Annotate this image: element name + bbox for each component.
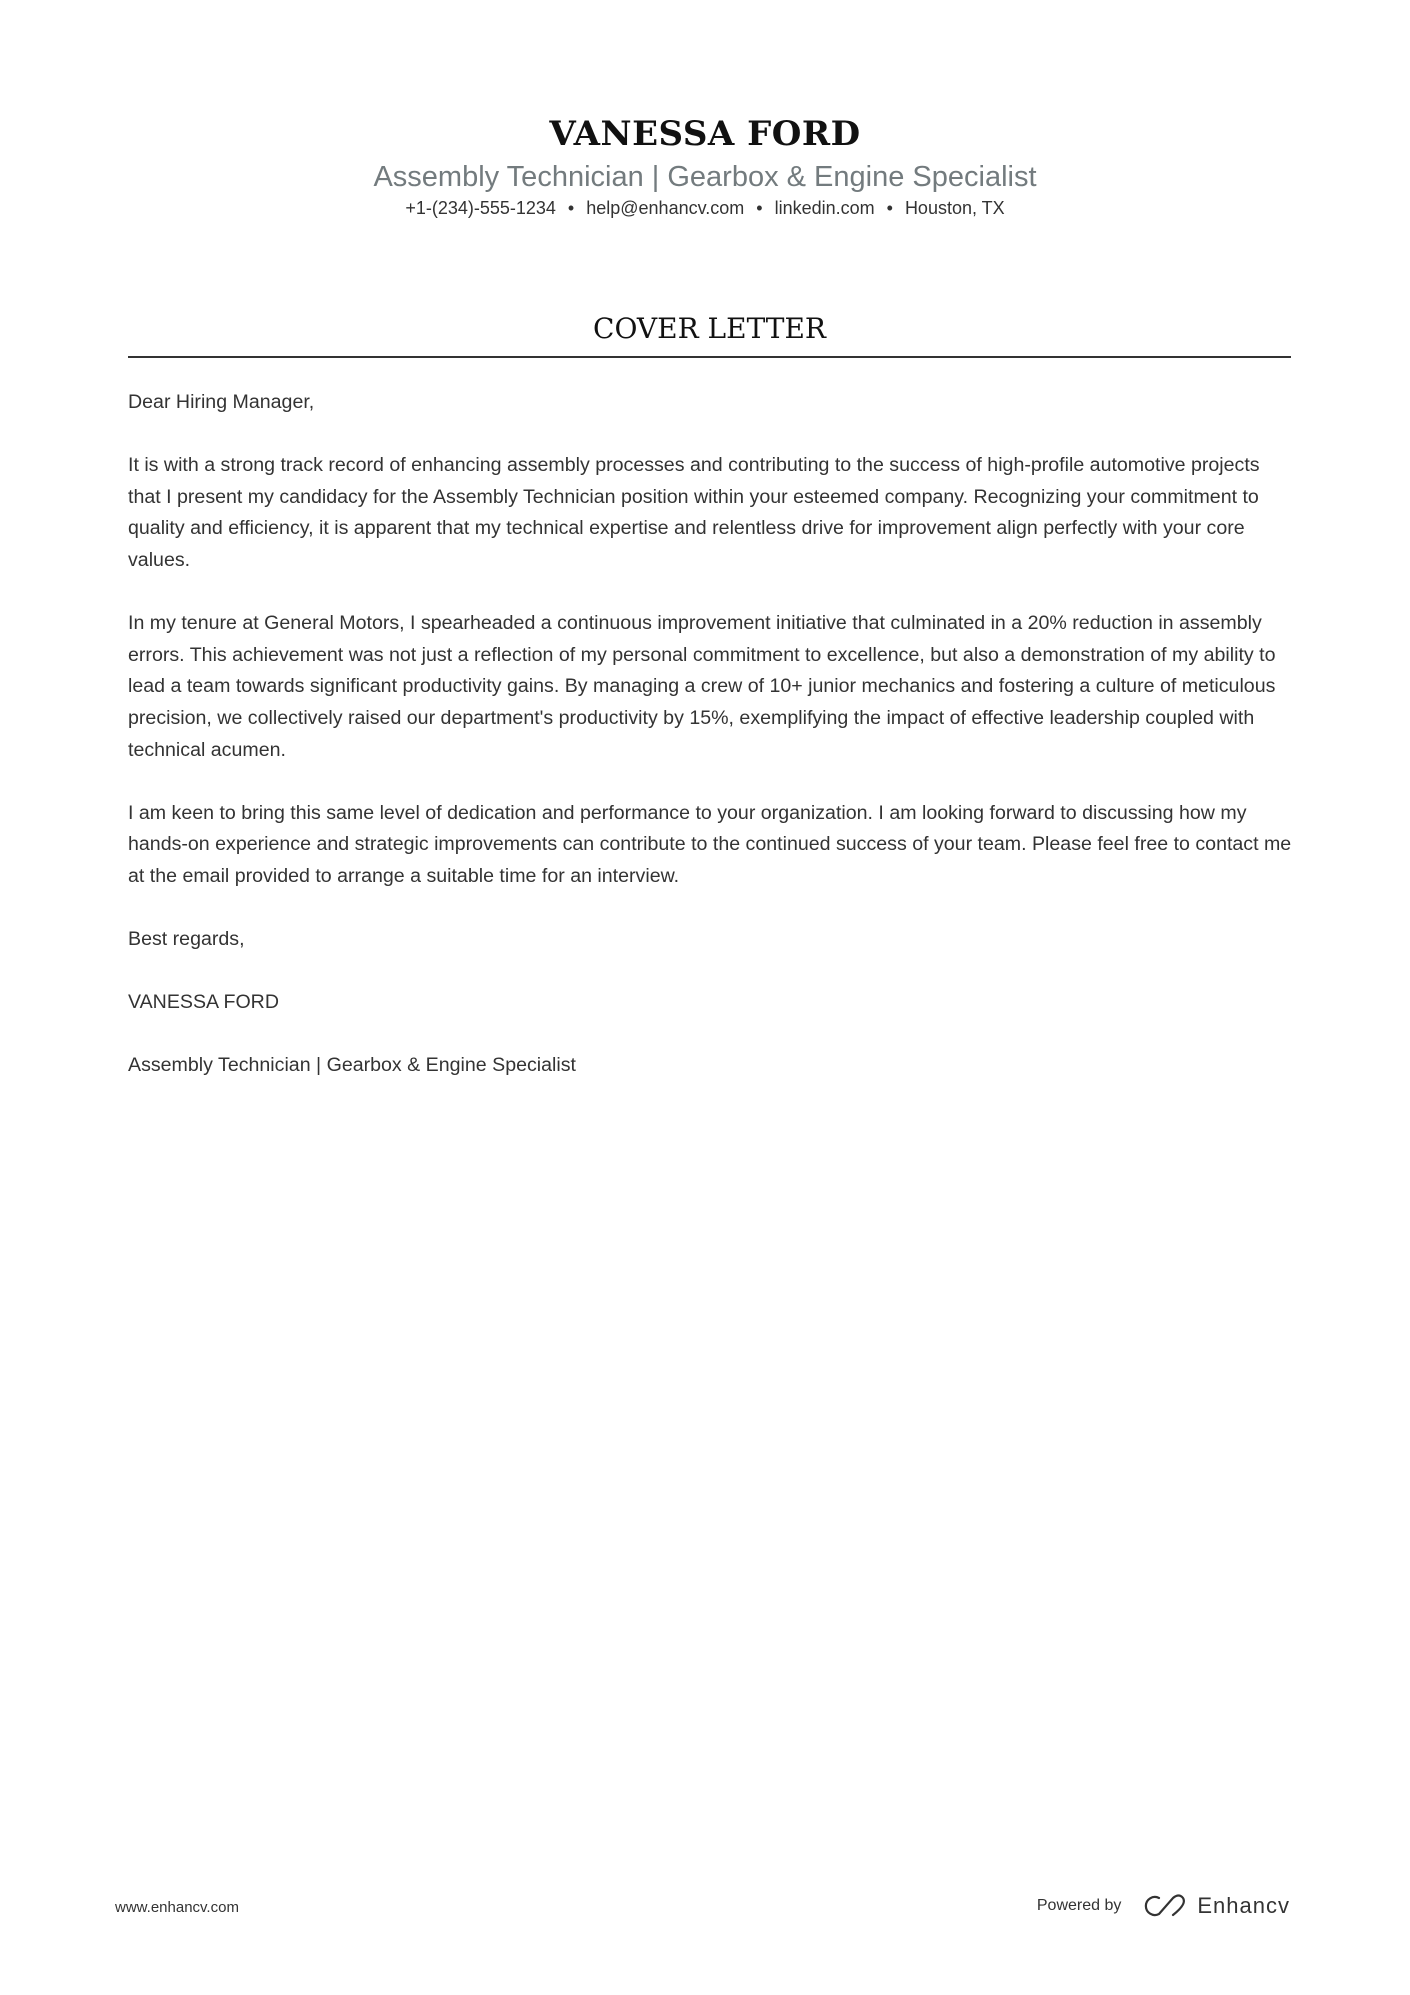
signature-name: VANESSA FORD bbox=[128, 991, 279, 1014]
signature-title: Assembly Technician | Gearbox & Engine Specialist bbox=[128, 1054, 576, 1077]
letter-paragraph: I am keen to bring this same level of dedication and performance to your organization. I am looking forward to discussing how my hands-on experience and strategic improvements can contribute to the continued success of your team. Please feel free to contact me at the email provided to arrange a suitable time for an interview. bbox=[128, 801, 1292, 887]
resume-header bbox=[0, 112, 1410, 220]
separator-dot: • bbox=[886, 198, 893, 218]
contact-location: Houston, TX bbox=[904, 198, 1005, 218]
footer-branding bbox=[1037, 1893, 1290, 1919]
letter-paragraph: In my tenure at General Motors, I spearheaded a continuous improvement initiative that culminated in a 20% reduction in assembly errors. This achievement was not just a reflection of my personal commitment to excellence, but also a demonstration of my ability to lead a team towards significant productivity gains. By managing a crew of 10+ junior mechanics and fostering a culture of meticulous precision, we collectively raised our department's productivity by 15%, exemplifying the impact of effective leadership coupled with technical acumen. bbox=[128, 612, 1276, 761]
candidate-title: Assembly Technician | Gearbox & Engine Specialist bbox=[373, 161, 1037, 193]
letter-closing: Best regards, bbox=[128, 928, 245, 951]
candidate-name: VANESSA FORD bbox=[549, 114, 861, 154]
enhancv-brand[interactable] bbox=[1143, 1893, 1290, 1919]
contact-phone[interactable]: +1-(234)-555-1234 bbox=[405, 198, 556, 218]
section-divider bbox=[128, 356, 1291, 358]
contact-info bbox=[0, 196, 1410, 220]
section-title: COVER LETTER bbox=[593, 312, 826, 345]
contact-linkedin[interactable]: linkedin.com bbox=[774, 198, 875, 218]
letter-paragraph: It is with a strong track record of enhancing assembly processes and contributing to the success of high-profile automotive projects that I present my candidacy for the Assembly Technician position within your esteemed company. Recognizing your commitment to quality and efficiency, it is apparent that my technical expertise and relentless drive for improvement align perfectly with your core values. bbox=[128, 454, 1260, 571]
letter-body bbox=[128, 387, 1293, 1114]
powered-by-label: Powered by bbox=[1036, 1897, 1122, 1914]
contact-email[interactable]: help@enhancv.com bbox=[586, 198, 745, 218]
brand-name: Enhancv bbox=[1197, 1893, 1290, 1918]
footer-website[interactable]: www.enhancv.com bbox=[115, 1899, 239, 1916]
enhancv-logo-icon bbox=[1143, 1893, 1187, 1919]
separator-dot: • bbox=[756, 198, 763, 218]
letter-greeting: Dear Hiring Manager, bbox=[128, 391, 315, 413]
separator-dot: • bbox=[567, 198, 575, 218]
